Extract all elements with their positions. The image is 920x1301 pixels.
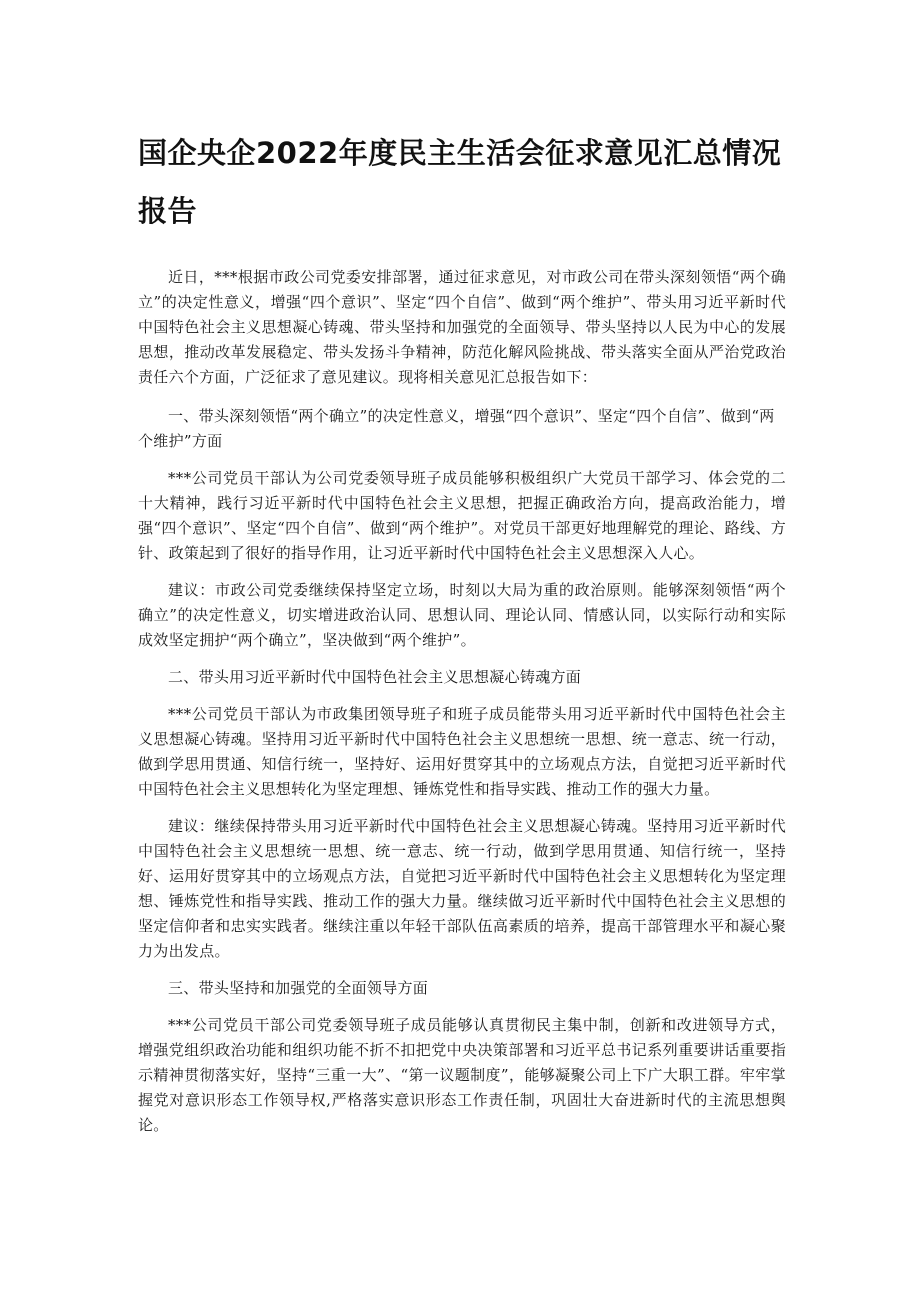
- suggestion-paragraph-2: 建议：继续保持带头用习近平新时代中国特色社会主义思想凝心铸魂。坚持用习近平新时代中国特色社会主义思想统一思想、统一意志、统一行动，做到学思用贯通、知信行统一，坚持好、运用好贯穿其中的立场观点方法，自觉把习近平新时代中国特色社会主义思想转化为坚定理想、锤炼党性和指导实践、推动工作的强大力量。继续做习近平新时代中国特色社会主义思想的坚定信仰者和忠实实践者。继续注重以年轻干部队伍高素质的培养，提高干部管理水平和凝心聚力为出发点。: [138, 817, 786, 960]
- section-heading-1: 一、带头深刻领悟“两个确立”的决定性意义，增强“四个意识”、坚定“四个自信”、做到“两个维护”方面: [138, 407, 775, 450]
- document-title: 国企央企2022年度民主生活会征求意见汇总情况报告: [138, 136, 782, 228]
- document-body: [138, 265, 786, 1138]
- opinion-paragraph-2: ***公司党员干部认为市政集团领导班子和班子成员能带头用习近平新时代中国特色社会主义思想凝心铸魂。坚持用习近平新时代中国特色社会主义思想统一思想、统一意志、统一行动，做到学思用贯通、知信行统一，坚持好、运用好贯穿其中的立场观点方法，自觉把习近平新时代中国特色社会主义思想转化为坚定理想、锤炼党性和指导实践、推动工作的强大力量。: [138, 705, 786, 798]
- opinion-paragraph-3: ***公司党员干部公司党委领导班子成员能够认真贯彻民主集中制，创新和改进领导方式，增强党组织政治功能和组织功能不折不扣把党中央决策部署和习近平总书记系列重要讲话重要指示精神贯彻落实好，坚持“三重一大”、“第一议题制度”，能够凝聚公司上下广大职工群。牢牢掌握党对意识形态工作领导权,严格落实意识形态工作责任制，巩固壮大奋进新时代的主流思想舆论。: [138, 1016, 786, 1134]
- intro-paragraph: 近日，***根据市政公司党委安排部署，通过征求意见，对市政公司在带头深刻领悟“两个确立”的决定性意义，增强“四个意识”、坚定“四个自信”、做到“两个维护”、带头用习近平新时代中国特色社会主义思想凝心铸魂、带头坚持和加强党的全面领导、带头坚持以人民为中心的发展思想，推动改革发展稳定、带头发扬斗争精神，防范化解风险挑战、带头落实全面从严治党政治责任六个方面，广泛征求了意见建议。现将相关意见汇总报告如下：: [138, 268, 786, 386]
- section-heading-3: 三、带头坚持和加强党的全面领导方面: [168, 979, 429, 997]
- opinion-paragraph-1: ***公司党员干部认为公司党委领导班子成员能够积极组织广大党员干部学习、体会党的二十大精神，践行习近平新时代中国特色社会主义思想，把握正确政治方向，提高政治能力，增强“四个意识”、坚定“四个自信”、做到“两个维护”。对党员干部更好地理解党的理论、路线、方针、政策起到了很好的指导作用，让习近平新时代中国特色社会主义思想深入人心。: [138, 469, 786, 562]
- section-heading-2: 二、带头用习近平新时代中国特色社会主义思想凝心铸魂方面: [168, 668, 582, 686]
- suggestion-paragraph-1: 建议：市政公司党委继续保持坚定立场，时刻以大局为重的政治原则。能够深刻领悟“两个确立”的决定性意义，切实增进政治认同、思想认同、理论认同、情感认同，以实际行动和实际成效坚定拥护“两个确立”，坚决做到“两个维护”。: [138, 581, 786, 649]
